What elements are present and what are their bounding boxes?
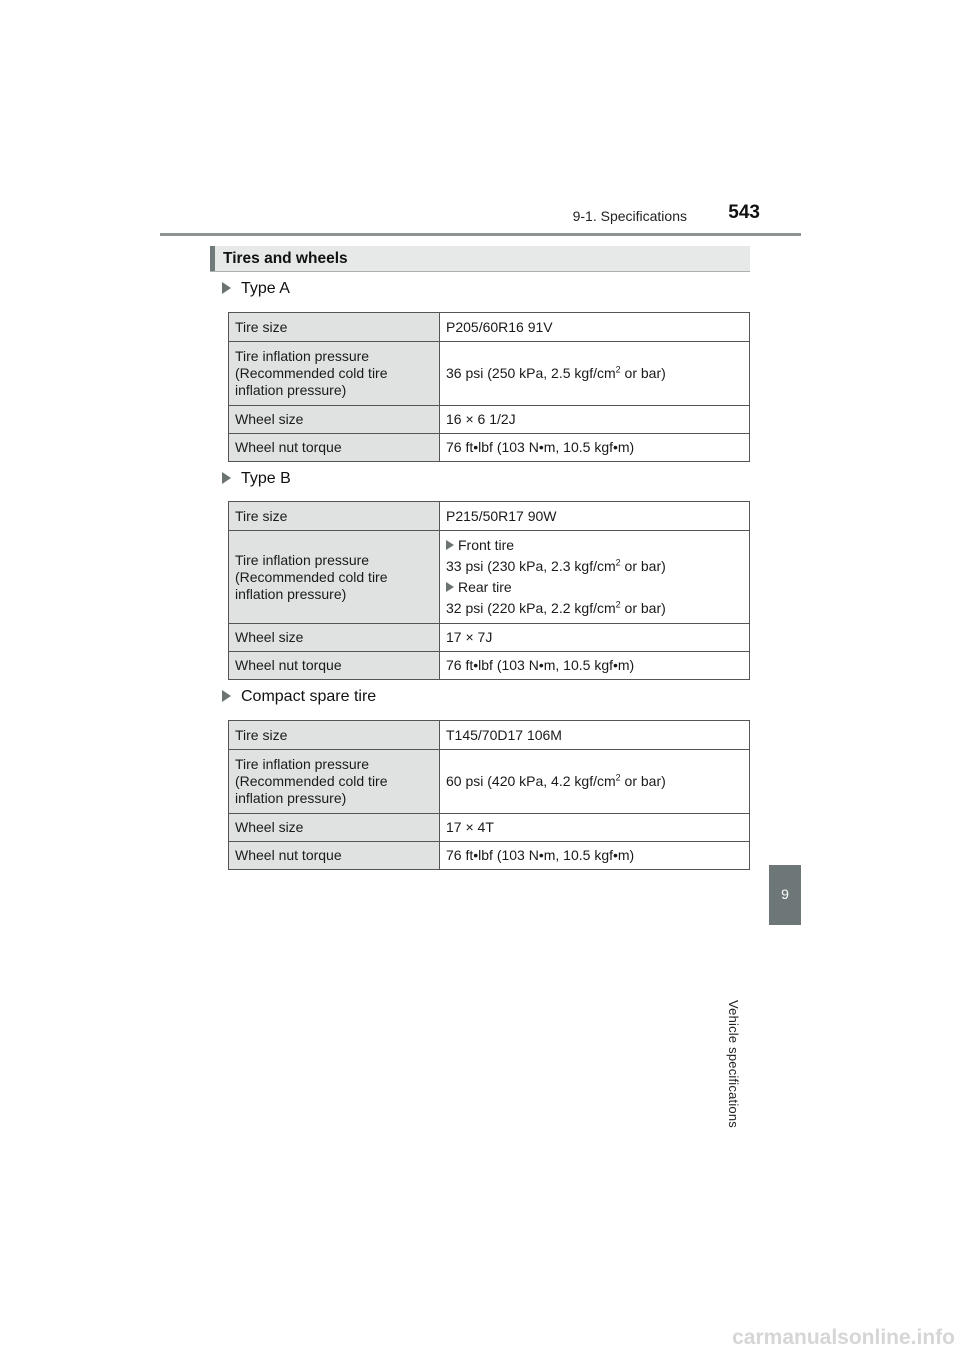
page-number: 543 (728, 202, 760, 223)
type-a-spec-table (228, 312, 750, 462)
chapter-label: Vehicle specifications (726, 1000, 741, 1128)
triangle-right-icon (222, 690, 231, 702)
chapter-tab[interactable] (769, 865, 801, 925)
triangle-right-icon (222, 472, 231, 484)
table-row (229, 814, 750, 842)
section-title: Tires and wheels (223, 250, 348, 267)
type-b-spec-table (228, 501, 750, 680)
spec-value (440, 531, 750, 624)
table-row (229, 842, 750, 870)
table-row (229, 624, 750, 652)
type-a-label: Type A (241, 280, 290, 297)
table-row (229, 502, 750, 531)
compact-spare-spec-table (228, 720, 750, 870)
watermark: carmanualsonline.info (732, 1326, 955, 1349)
spec-key: Tire size (229, 721, 440, 750)
table-row (229, 721, 750, 750)
spec-value: 60 psi (420 kPa, 4.2 kgf/$cm^2$ or bar) (440, 750, 750, 814)
spec-value: P215/50R17 90W (440, 502, 750, 531)
type-b-heading (222, 470, 291, 488)
spec-key: Tire inflation pressure (Recommended cold tire inflation pressure) (229, 342, 440, 406)
front-tire-pressure: 33 psi (230 kPa, 2.3 kgf/$cm^2$ or bar) (446, 557, 666, 574)
spec-key: Wheel size (229, 406, 440, 434)
spec-value: 76 ft•lbf (103 N•m, 10.5 kgf•m) (440, 434, 750, 462)
triangle-right-icon (446, 540, 454, 550)
spec-key: Wheel size (229, 624, 440, 652)
header-section-title: 9-1. Specifications (572, 208, 687, 224)
compact-spare-heading (222, 688, 376, 706)
table-row (229, 313, 750, 342)
spec-value: 17 × 4T (440, 814, 750, 842)
section-heading (210, 246, 750, 272)
spec-key: Wheel size (229, 814, 440, 842)
spec-value: 36 psi (250 kPa, 2.5 kgf/$cm^2$ or bar) (440, 342, 750, 406)
front-tire-label: Front tire (446, 535, 743, 556)
spec-key: Tire inflation pressure (Recommended cold tire inflation pressure) (229, 531, 440, 624)
spec-value: T145/70D17 106M (440, 721, 750, 750)
chapter-number: 9 (781, 886, 789, 903)
compact-spare-label: Compact spare tire (241, 688, 377, 705)
table-row (229, 342, 750, 406)
rear-tire-label: Rear tire (446, 577, 743, 598)
type-a-heading (222, 280, 290, 298)
spec-value: 76 ft•lbf (103 N•m, 10.5 kgf•m) (440, 842, 750, 870)
header-divider (160, 233, 801, 236)
heading-accent-bar (210, 246, 215, 271)
table-row (229, 652, 750, 680)
triangle-right-icon (446, 582, 454, 592)
spec-value: 17 × 7J (440, 624, 750, 652)
rear-tire-pressure: 32 psi (220 kPa, 2.2 kgf/$cm^2$ or bar) (446, 599, 666, 616)
spec-key: Wheel nut torque (229, 434, 440, 462)
spec-key: Tire size (229, 313, 440, 342)
spec-key: Tire inflation pressure (Recommended cold tire inflation pressure) (229, 750, 440, 814)
table-row (229, 750, 750, 814)
spec-key: Wheel nut torque (229, 842, 440, 870)
spec-value: P205/60R16 91V (440, 313, 750, 342)
type-b-label: Type B (241, 470, 291, 487)
spec-key: Wheel nut torque (229, 652, 440, 680)
spec-value: 76 ft•lbf (103 N•m, 10.5 kgf•m) (440, 652, 750, 680)
table-row (229, 531, 750, 624)
spec-key: Tire size (229, 502, 440, 531)
table-row (229, 406, 750, 434)
spec-value: 16 × 6 1/2J (440, 406, 750, 434)
table-row (229, 434, 750, 462)
triangle-right-icon (222, 282, 231, 294)
